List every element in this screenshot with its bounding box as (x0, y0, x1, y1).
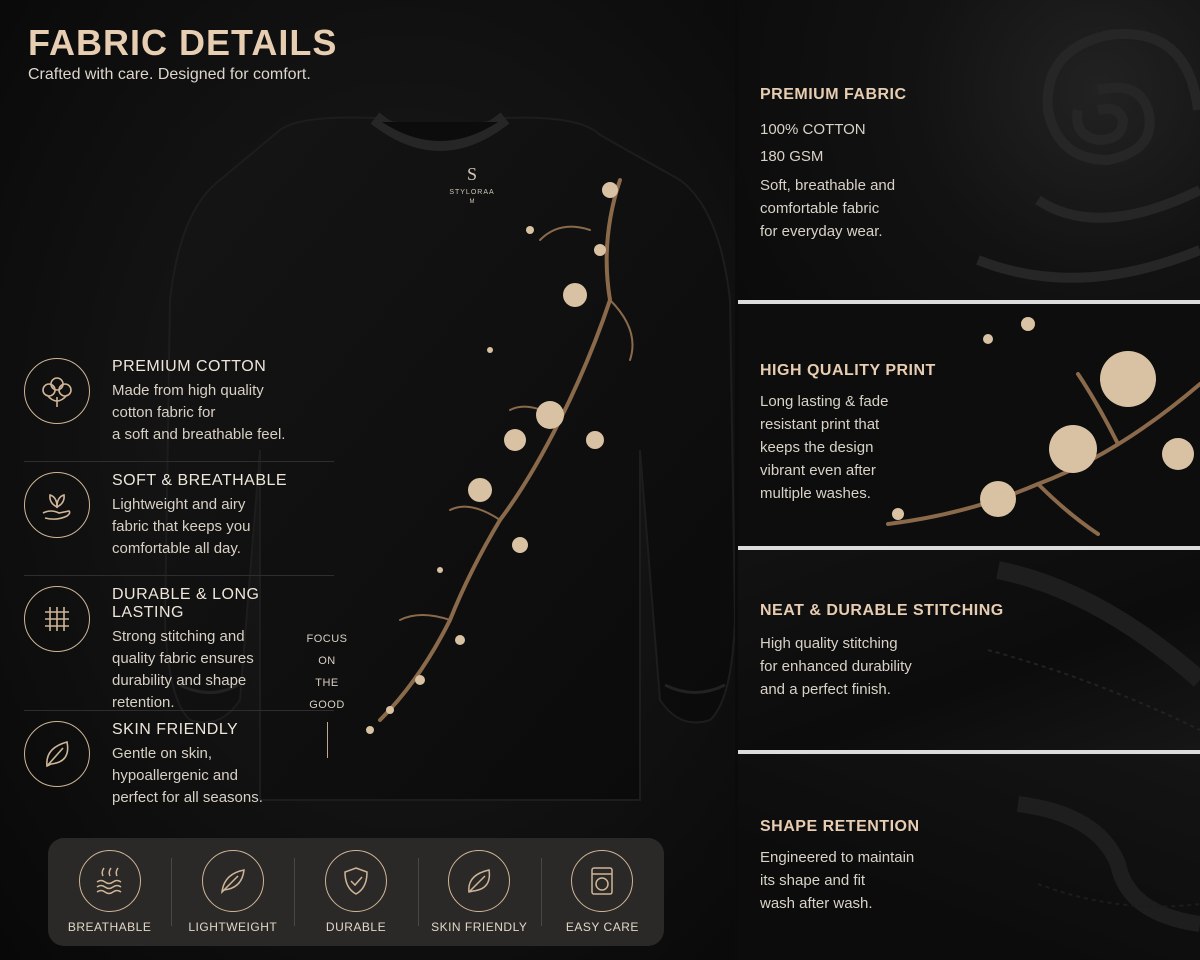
page-title: FABRIC DETAILS (28, 22, 338, 63)
badge-label: SKIN FRIENDLY (431, 920, 528, 934)
feature-text: Lightweight and airy fabric that keeps you comfortable all day. (112, 496, 251, 557)
panel-print-quality (738, 304, 1200, 546)
focus-tagline: FOCUS ON THE GOOD (300, 628, 354, 758)
feature-item (24, 462, 334, 576)
brand-monogram: S (466, 164, 478, 184)
panel-title: HIGH QUALITY PRINT (760, 362, 936, 379)
brand-label: STYLORAA (449, 189, 495, 196)
cotton-icon (24, 358, 90, 424)
feature-text: Gentle on skin, hypoallergenic and perfect for all seasons. (112, 745, 263, 806)
panel-title: PREMIUM FABRIC (760, 86, 907, 103)
badge-label: LIGHTWEIGHT (188, 920, 278, 934)
badge-durable (294, 838, 417, 946)
badge-label: DURABLE (325, 920, 387, 934)
panel-title: SHAPE RETENTION (760, 818, 920, 835)
badge-label: EASY CARE (565, 920, 639, 934)
feature-item (24, 348, 334, 462)
feature-text: Made from high quality cotton fabric for a soft and breathable feel. (112, 382, 286, 443)
feature-item (24, 576, 334, 711)
breathable-icon (79, 850, 141, 912)
panel-text: Soft, breathable and comfortable fabric for everyday wear. (760, 177, 896, 240)
feature-title: SOFT & BREATHABLE (112, 472, 288, 489)
badge-label: BREATHABLE (67, 920, 152, 934)
feature-item (24, 711, 334, 825)
washing-machine-icon (571, 850, 633, 912)
panel-stitching (738, 550, 1200, 750)
feature-text: Strong stitching and quality fabric ensures durability and shape retention. (112, 628, 254, 711)
badge-breathable (48, 838, 171, 946)
badge-lightweight (171, 838, 294, 946)
feature-title: PREMIUM COTTON (112, 358, 267, 375)
feature-title: SKIN FRIENDLY (112, 721, 239, 738)
leaf-icon (24, 721, 90, 787)
panel-spec: 100% COTTON 180 GSM (760, 121, 866, 165)
panel-text: High quality stitching for enhanced durability and a perfect finish. (760, 635, 912, 698)
panel-title: NEAT & DURABLE STITCHING (760, 602, 1004, 619)
feather-icon (202, 850, 264, 912)
leaf-icon (448, 850, 510, 912)
badge-skin-friendly (418, 838, 541, 946)
panel-text: Long lasting & fade resistant print that keeps the design vibrant even after multiple washes. (760, 393, 889, 502)
divider (327, 722, 328, 758)
panel-text: Engineered to maintain its shape and fit wash after wash. (760, 849, 915, 912)
leaf-hand-icon (24, 472, 90, 538)
feature-list (24, 348, 334, 825)
page-subtitle: Crafted with care. Designed for comfort. (28, 66, 311, 83)
right-section (738, 0, 1200, 960)
shield-check-icon (325, 850, 387, 912)
panel-premium-fabric (738, 0, 1200, 300)
badges-bar (48, 838, 664, 946)
grid-stitch-icon (24, 586, 90, 652)
badge-easy-care (541, 838, 664, 946)
size-label: M (469, 199, 475, 205)
panel-shape-retention (738, 754, 1200, 960)
feature-title: DURABLE & LONG LASTING (112, 586, 260, 621)
